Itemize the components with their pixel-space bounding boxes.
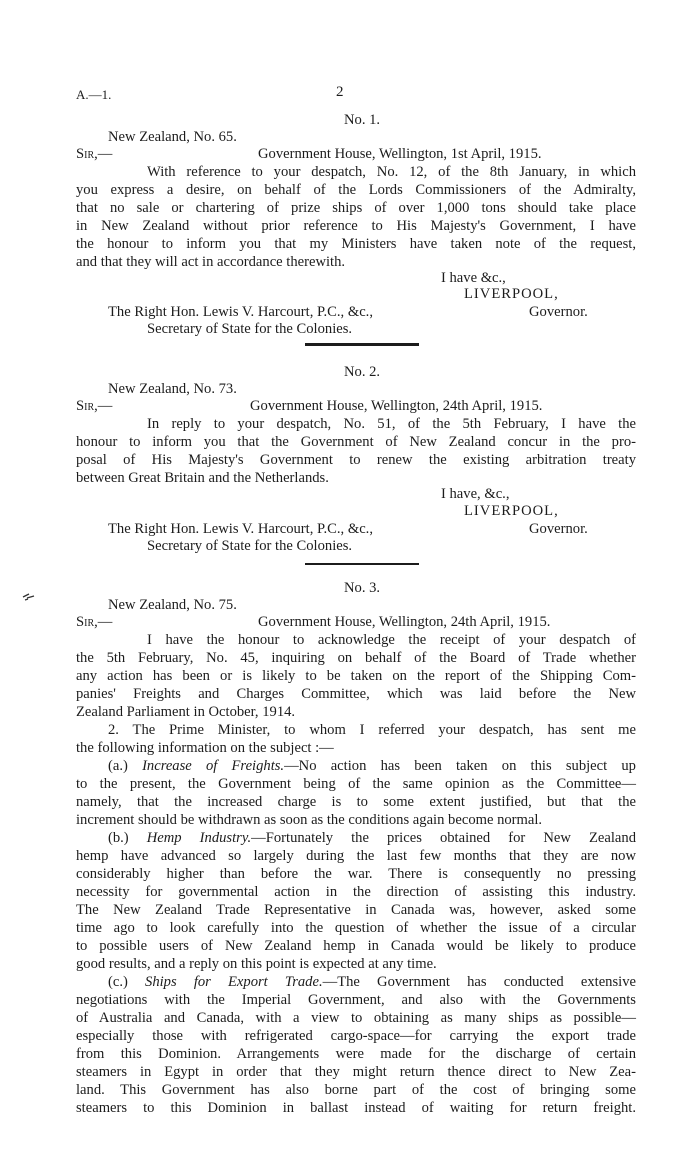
closing: I have &c., — [441, 270, 506, 286]
body-line: necessity for governmental action in the direction of assisting this industry. — [76, 884, 636, 900]
body-line: 2. The Prime Minister, to whom I referred your despatch, has sent me — [108, 722, 636, 738]
body-line: In reply to your despatch, No. 51, of the 5th February, I have the — [147, 416, 636, 432]
addressee: The Right Hon. Lewis V. Harcourt, P.C., &c., — [108, 521, 373, 537]
body-line: steamers to this Dominion in ballast instead of waiting for return freight. — [76, 1100, 636, 1116]
item-label: (c.) — [108, 974, 128, 990]
item-text: —Fortunately the prices obtained for New Zealand — [251, 830, 636, 846]
despatch-reference: New Zealand, No. 75. — [108, 597, 237, 613]
body-line: between Great Britain and the Netherlands. — [76, 470, 329, 486]
letter-number: No. 1. — [344, 112, 381, 128]
item-heading: Increase of Freights. — [142, 758, 285, 774]
addressee: The Right Hon. Lewis V. Harcourt, P.C., &c., — [108, 304, 373, 320]
body-line: considerably higher than before the war. There is consequently no pressing — [76, 866, 636, 882]
body-line: The New Zealand Trade Representative in Canada was, however, asked some — [76, 902, 636, 918]
signature: LIVERPOOL, — [464, 286, 559, 302]
item-label: (b.) — [108, 830, 129, 846]
body-line: time ago to look carefully into the question of whether the issue of a circular — [76, 920, 636, 936]
body-line: I have the honour to acknowledge the receipt of your despatch of — [147, 632, 636, 648]
item-label: (a.) — [108, 758, 128, 774]
body-line: the 5th February, No. 45, inquiring on behalf of the Board of Trade whether — [76, 650, 636, 666]
body-line: any action has been or is likely to be taken on the report of the Shipping Com- — [76, 668, 636, 684]
body-line: good results, and a reply on this point is expected at any time. — [76, 956, 437, 972]
body-line: panies' Freights and Charges Committee, which was laid before the New — [76, 686, 636, 702]
body-line: hemp have advanced so largely during the last few months that they are now — [76, 848, 636, 864]
body-line: the honour to inform you that my Ministers have taken note of the request, — [76, 236, 636, 252]
signature: LIVERPOOL, — [464, 503, 559, 519]
salutation: Sir,— — [76, 146, 113, 162]
addressee-office: Secretary of State for the Colonies. — [147, 538, 353, 554]
body-line: posal of His Majesty's Government to renew the existing arbitration treaty — [76, 452, 636, 468]
salutation: Sir,— — [76, 614, 113, 630]
letter-number: No. 2. — [344, 364, 381, 380]
item-text: —No action has been taken on this subject up — [284, 758, 636, 774]
body-line: from this Dominion. Arrangements were made for the discharge of certain — [76, 1046, 636, 1062]
page-reference: A.—1. — [76, 87, 112, 102]
body-line: of Australia and Canada, with a view to obtaining as many ships as possible— — [76, 1010, 636, 1026]
signatory-title: Governor. — [529, 521, 588, 537]
body-line: especially those with refrigerated cargo-space—for carrying the export trade — [76, 1028, 636, 1044]
item-text: —The Government has conducted extensive — [322, 974, 636, 990]
body-line: that no sale or chartering of prize ships of over 1,000 tons should take place — [76, 200, 636, 216]
body-line: you express a desire, on behalf of the Lords Commissioners of the Admiralty, — [76, 182, 636, 198]
body-line: land. This Government has also borne part of the cost of bringing some — [76, 1082, 636, 1098]
page-number: 2 — [336, 84, 344, 100]
item-a-first-line — [108, 757, 636, 775]
body-line: the following information on the subject :— — [76, 740, 334, 756]
body-line: Zealand Parliament in October, 1914. — [76, 704, 296, 720]
signatory-title: Governor. — [529, 304, 588, 320]
body-line: to possible users of New Zealand hemp in Canada would be likely to produce — [76, 938, 636, 954]
section-divider — [305, 563, 419, 565]
body-line: namely, that the increased charge is to some extent justified, but that the — [76, 794, 636, 810]
body-line: steamers in Egypt in order that they might return thence direct to New Zea- — [76, 1064, 636, 1080]
body-line: negotiations with the Imperial Government, and also with the Governments — [76, 992, 636, 1008]
body-line: With reference to your despatch, No. 12, of the 8th January, in which — [147, 164, 636, 180]
place-date: Government House, Wellington, 24th April, 1915. — [250, 398, 543, 414]
body-line: increment should be withdrawn as soon as the conditions again become normal. — [76, 812, 543, 828]
body-line: honour to inform you that the Government of New Zealand concur in the pro- — [76, 434, 636, 450]
margin-mark-icon — [22, 591, 36, 606]
despatch-reference: New Zealand, No. 73. — [108, 381, 237, 397]
item-c-first-line — [108, 973, 636, 991]
despatch-reference: New Zealand, No. 65. — [108, 129, 237, 145]
closing: I have, &c., — [441, 486, 510, 502]
body-line: in New Zealand without prior reference to His Majesty's Government, I have — [76, 218, 636, 234]
body-line: and that they will act in accordance therewith. — [76, 254, 346, 270]
item-heading: Hemp Industry. — [146, 830, 252, 846]
letter-number: No. 3. — [344, 580, 381, 596]
item-heading: Ships for Export Trade. — [145, 974, 323, 990]
place-date: Government House, Wellington, 24th April, 1915. — [258, 614, 551, 630]
item-b-first-line — [108, 829, 636, 847]
body-line: to the present, the Government being of the same opinion as the Committee— — [76, 776, 636, 792]
salutation: Sir,— — [76, 398, 113, 414]
place-date: Government House, Wellington, 1st April, 1915. — [258, 146, 542, 162]
section-divider — [305, 343, 419, 346]
addressee-office: Secretary of State for the Colonies. — [147, 321, 353, 337]
